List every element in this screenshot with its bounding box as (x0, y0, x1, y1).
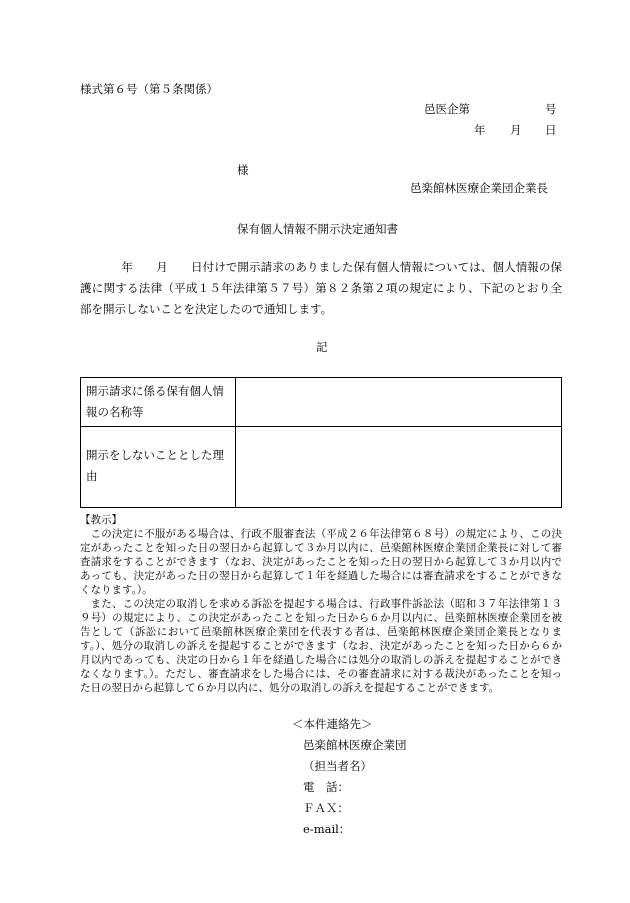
date-month: 月 (510, 123, 522, 137)
contact-heading: ＜本件連絡先＞ (292, 717, 373, 731)
form-id: 様式第６号（第５条関係） (80, 82, 218, 96)
date-day: 日 (545, 123, 557, 137)
notice-paragraph-2: また、この決定の取消しを求める訴訟を提起する場合は、行政事件訴訟法（昭和３７年法律第１３９号）の規定により、この決定があったことを知った日から６か月以内に、邑楽館林医療企業団を被告として（訴訟において邑楽館林医療企業団を代表する者は、邑楽館林医療企業団企業長となります。）、処分の取消しの訴えを提起することができます（なお、決定があったことを知った日から６か月以内であっても、決定の日から１年を経過した場合には処分の取消しの訴えを提起することができなくなります。）。ただし、審査請求をした場合には、その審査請求に対する裁決があったことを知った日の翌日から起算して６か月以内に、処分の取消しの訴えを提起することができます。 (80, 598, 562, 694)
addressee-suffix: 様 (237, 163, 249, 177)
doc-number-prefix: 邑医企第 (424, 102, 470, 116)
body-paragraph: 年 月 日付けで開示請求のありました保有個人情報については、個人情報の保護に関する法律（平成１５年法律第５７号）第８２条第２項の規定により、下記のとおり全部を開示しないことを決定したので通知します。 (80, 260, 562, 316)
contact-person: （担当者名） (303, 759, 372, 773)
issuer: 邑楽館林医療企業団企業長 (410, 181, 548, 195)
date-year: 年 (474, 123, 486, 137)
info-table (80, 377, 562, 508)
table-value-name (236, 378, 562, 427)
table-label-name: 開示請求に係る保有個人情報の名称等 (81, 378, 236, 427)
table-row (81, 427, 562, 508)
contact-tel: 電 話： (303, 780, 349, 794)
doc-number-suffix: 号 (545, 102, 557, 116)
notice-heading: 【教示】 (80, 514, 122, 526)
table-value-reason (236, 427, 562, 508)
contact-email: e-mail： (303, 822, 351, 836)
notice-paragraph-1: この決定に不服がある場合は、行政不服審査法（平成２６年法律第６８号）の規定により、この決定があったことを知った日の翌日から起算して３か月以内に、邑楽館林医療企業団企業長に対して審査請求をすることができます（なお、決定があったことを知った日の翌日から起算して３か月以内であっても、決定があった日の翌日から起算して１年を経過した場合には審査請求をすることができなくなります。）。 (80, 528, 562, 596)
table-label-reason: 開示をしないこととした理由 (81, 427, 236, 508)
contact-org: 邑楽館林医療企業団 (303, 738, 407, 752)
notice-section (80, 513, 562, 695)
ki-heading: 記 (316, 340, 328, 354)
table-row (81, 378, 562, 427)
body-text (80, 257, 562, 320)
contact-fax: ＦＡＸ： (303, 801, 349, 815)
document-title: 保有個人情報不開示決定通知書 (237, 222, 398, 236)
